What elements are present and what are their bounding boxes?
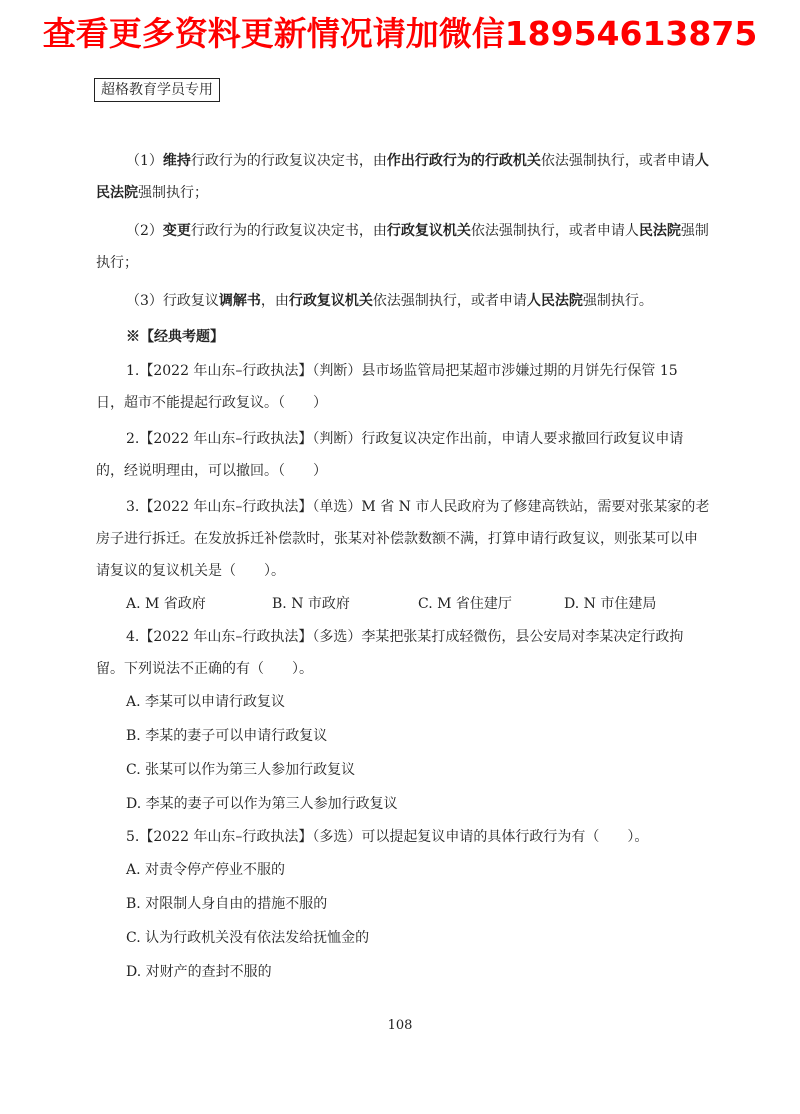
option: B. N 市政府 <box>272 596 350 612</box>
option: C. 认为行政机关没有依法发给抚恤金的 <box>126 930 370 946</box>
question-3: 3.【2022 年山东–行政执法】（单选）M 省 N 市人民政府为了修建高铁站，需要对张某家的老房子进行拆迁。在发放拆迁补偿款时，张某对补偿款数额不满，打算申请行政复议，则张某可以申请复议的复议机关是（ ）。 <box>96 499 710 579</box>
page-content <box>96 145 710 989</box>
paragraph-maintain: （1）维持行政行为的行政复议决定书，由作出行政行为的行政机关依法强制执行，或者申请人民法院强制执行； <box>96 153 709 201</box>
option: D. 对财产的查封不服的 <box>126 964 272 980</box>
option: B. 李某的妻子可以申请行政复议 <box>126 728 328 744</box>
option: B. 对限制人身自由的措施不服的 <box>126 896 328 912</box>
student-use-stamp: 超格教育学员专用 <box>94 78 220 102</box>
question-1: 1.【2022 年山东–行政执法】（判断）县市场监管局把某超市涉嫌过期的月饼先行保管 15 日，超市不能提起行政复议。（ ） <box>96 363 678 411</box>
option: A. 对责令停产停业不服的 <box>126 862 286 878</box>
question-3-options <box>96 587 710 621</box>
question-2: 2.【2022 年山东–行政执法】（判断）行政复议决定作出前，申请人要求撤回行政复议申请的，经说明理由，可以撤回。（ ） <box>96 431 684 479</box>
watermark-banner: 查看更多资料更新情况请加微信18954613875 <box>42 14 758 53</box>
option: C. M 省住建厅 <box>418 596 512 612</box>
question-4: 4.【2022 年山东–行政执法】（多选）李某把张某打成轻微伤，县公安局对李某决定行政拘留。下列说法不正确的有（ ）。 <box>96 629 684 677</box>
option: A. 李某可以申请行政复议 <box>126 694 286 710</box>
option: C. 张某可以作为第三人参加行政复议 <box>126 762 356 778</box>
option: D. N 市住建局 <box>564 596 657 612</box>
section-title: ※【经典考题】 <box>126 329 224 345</box>
paragraph-change: （2）变更行政行为的行政复议决定书，由行政复议机关依法强制执行，或者申请人民法院强制执行； <box>96 223 709 271</box>
option: D. 李某的妻子可以作为第三人参加行政复议 <box>126 796 398 812</box>
option: A. M 省政府 <box>126 596 206 612</box>
paragraph-mediation: （3）行政复议调解书，由行政复议机关依法强制执行，或者申请人民法院强制执行。 <box>126 293 653 309</box>
page-number: 108 <box>387 1018 413 1033</box>
question-5: 5.【2022 年山东–行政执法】（多选）可以提起复议申请的具体行政行为有（ ）。 <box>126 829 649 845</box>
